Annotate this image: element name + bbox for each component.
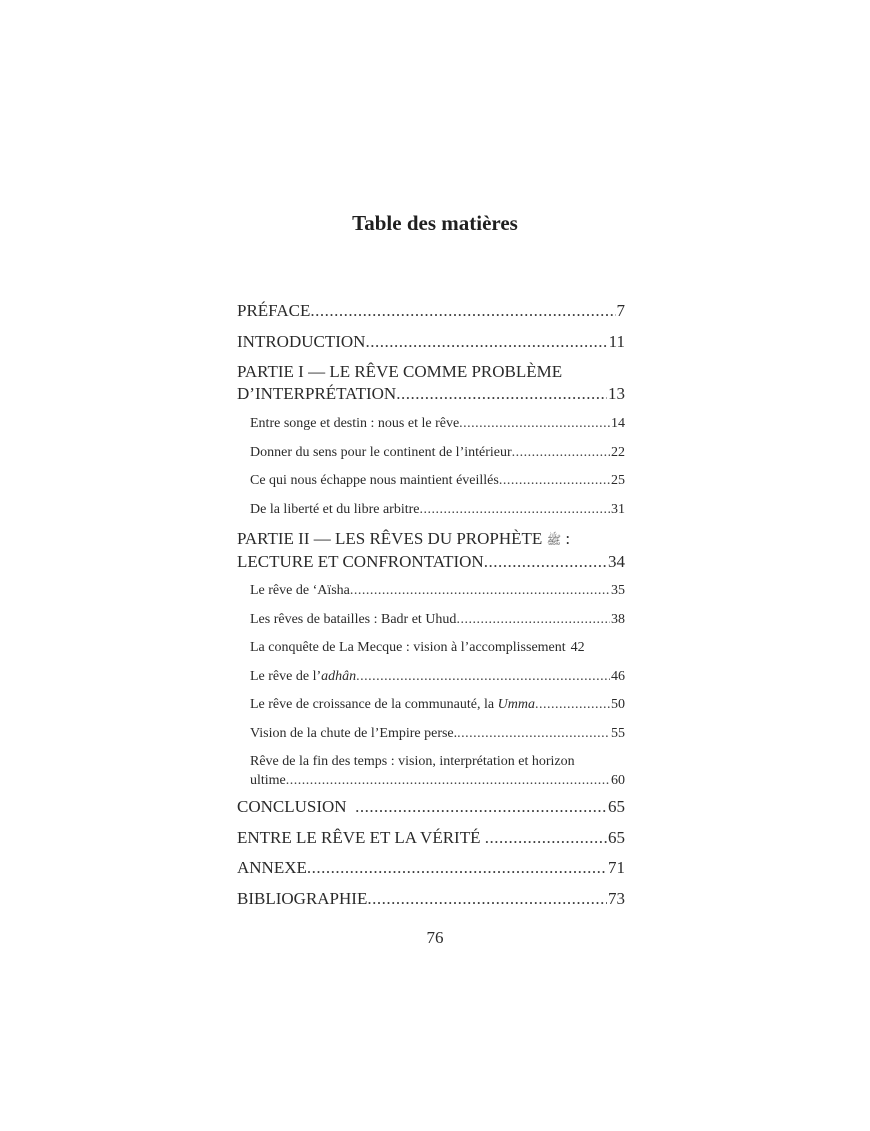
toc-page-number: 35 (611, 583, 625, 598)
toc-entry-title: Ce qui nous échappe nous maintient éveillés (250, 473, 499, 488)
toc-entry-conclusion[interactable] (237, 792, 625, 823)
dot-leader (512, 439, 610, 468)
toc-entry-liberte[interactable] (237, 496, 625, 525)
toc-entry-ce-qui-nous-echappe[interactable] (237, 467, 625, 496)
toc-page-number: 65 (608, 827, 625, 847)
toc-entry-title: CONCLUSION (237, 797, 356, 816)
toc-entry-songe-destin[interactable] (237, 410, 625, 439)
toc-entry-title: BIBLIOGRAPHIE (237, 888, 368, 908)
toc-page-number: 50 (611, 697, 625, 712)
toc-entry-title-italic: Umma (497, 697, 535, 712)
dot-leader (307, 853, 607, 884)
toc-entry-title-line1-end: : (561, 529, 571, 548)
dot-leader (499, 467, 610, 496)
toc-entry-title: Le rêve de ‘Aïsha (250, 583, 350, 598)
toc-entry-donner-du-sens[interactable] (237, 439, 625, 468)
toc-entry-title-line1-text: PARTIE II — LES RÊVES DU PROPHÈTE (237, 529, 543, 548)
toc-entry-fin-des-temps[interactable] (237, 748, 625, 792)
toc-page-number: 38 (611, 611, 625, 627)
toc-entry-empire-perse[interactable] (237, 720, 625, 749)
toc-entry-title: LECTURE ET CONFRONTATION (237, 552, 484, 571)
toc-entry-reve-aisha[interactable] (237, 577, 625, 606)
dot-leader (535, 691, 610, 720)
toc-entry-title: ENTRE LE RÊVE ET LA VÉRITÉ (237, 827, 485, 847)
toc-entry-batailles[interactable] (237, 606, 625, 635)
toc-entry-title-line1: PARTIE I — LE RÊVE COMME PROBLÈME (237, 362, 563, 381)
toc-page-number: 71 (608, 858, 625, 877)
dot-leader (350, 577, 610, 606)
toc-entry-umma[interactable] (237, 691, 625, 720)
dot-leader (459, 410, 610, 439)
toc-page-number: 42 (570, 640, 585, 655)
toc-entry-title: INTRODUCTION (237, 331, 366, 351)
table-of-contents (237, 296, 625, 914)
dot-leader (485, 823, 607, 854)
toc-entry-title: ultime (250, 773, 286, 788)
toc-page-number: 22 (611, 444, 625, 460)
toc-entry-title-italic: adhân (321, 668, 357, 684)
toc-page-number: 73 (608, 888, 625, 908)
toc-entry-title-line1: Rêve de la fin des temps : vision, interprétation et horizon (250, 754, 575, 769)
dot-leader (457, 720, 610, 749)
toc-page-number: 11 (608, 331, 625, 351)
toc-page-number: 46 (611, 668, 625, 684)
page-title: Table des matières (352, 211, 518, 235)
dot-leader (484, 551, 607, 573)
toc-entry-entre-le-reve[interactable] (237, 823, 625, 854)
dot-leader (286, 771, 610, 790)
toc-entry-annexe[interactable] (237, 853, 625, 884)
dot-leader (456, 606, 610, 635)
dot-leader (356, 663, 610, 692)
page-folio: 76 (426, 928, 444, 947)
toc-entry-title: Les rêves de batailles : Badr et Uhud (250, 611, 457, 627)
toc-page-number: 31 (611, 501, 625, 517)
toc-entry-title: Donner du sens pour le continent de l’intérieur (250, 444, 512, 460)
toc-entry-title: ANNEXE (237, 858, 307, 877)
toc-entry-preface[interactable] (237, 296, 625, 327)
toc-entry-title: De la liberté et du libre arbitre (250, 501, 420, 517)
toc-entry-title: PRÉFACE (237, 301, 311, 320)
dot-leader (367, 884, 607, 915)
toc-entry-title-line1 (237, 528, 570, 551)
toc-page-number: 55 (611, 725, 625, 741)
dot-leader (355, 792, 607, 823)
toc-entry-title: Entre songe et destin : nous et le rêve (250, 416, 460, 431)
dot-leader (310, 296, 615, 327)
toc-entry-title: Vision de la chute de l’Empire perse. (250, 725, 458, 741)
blessing-symbol: ﷺ (546, 533, 562, 547)
toc-page-number: 60 (611, 773, 625, 788)
toc-entry-partie-1[interactable] (237, 357, 625, 410)
dot-leader (396, 383, 607, 405)
toc-entry-introduction[interactable] (237, 327, 625, 358)
dot-leader (365, 327, 607, 358)
toc-entry-title: La conquête de La Mecque : vision à l’accomplissement (250, 640, 566, 655)
toc-entry-conquete-mecque[interactable] (237, 634, 625, 663)
toc-page-number: 14 (611, 416, 625, 431)
toc-entry-bibliographie[interactable] (237, 884, 625, 915)
toc-entry-title-text: Le rêve de croissance de la communauté, la (250, 697, 498, 712)
toc-entry-title-text: Le rêve de l’ (250, 668, 322, 684)
toc-page-number: 34 (608, 552, 625, 571)
toc-entry-title (250, 663, 356, 692)
toc-entry-partie-2[interactable] (237, 524, 625, 577)
toc-entry-adhan[interactable] (237, 663, 625, 692)
toc-entry-title (250, 691, 535, 720)
toc-page-number: 65 (608, 797, 625, 816)
toc-entry-title: D’INTERPRÉTATION (237, 384, 397, 403)
toc-page-number: 25 (611, 473, 625, 488)
toc-page-number: 13 (608, 384, 625, 403)
toc-page-number: 7 (616, 301, 625, 320)
dot-leader (419, 496, 610, 525)
